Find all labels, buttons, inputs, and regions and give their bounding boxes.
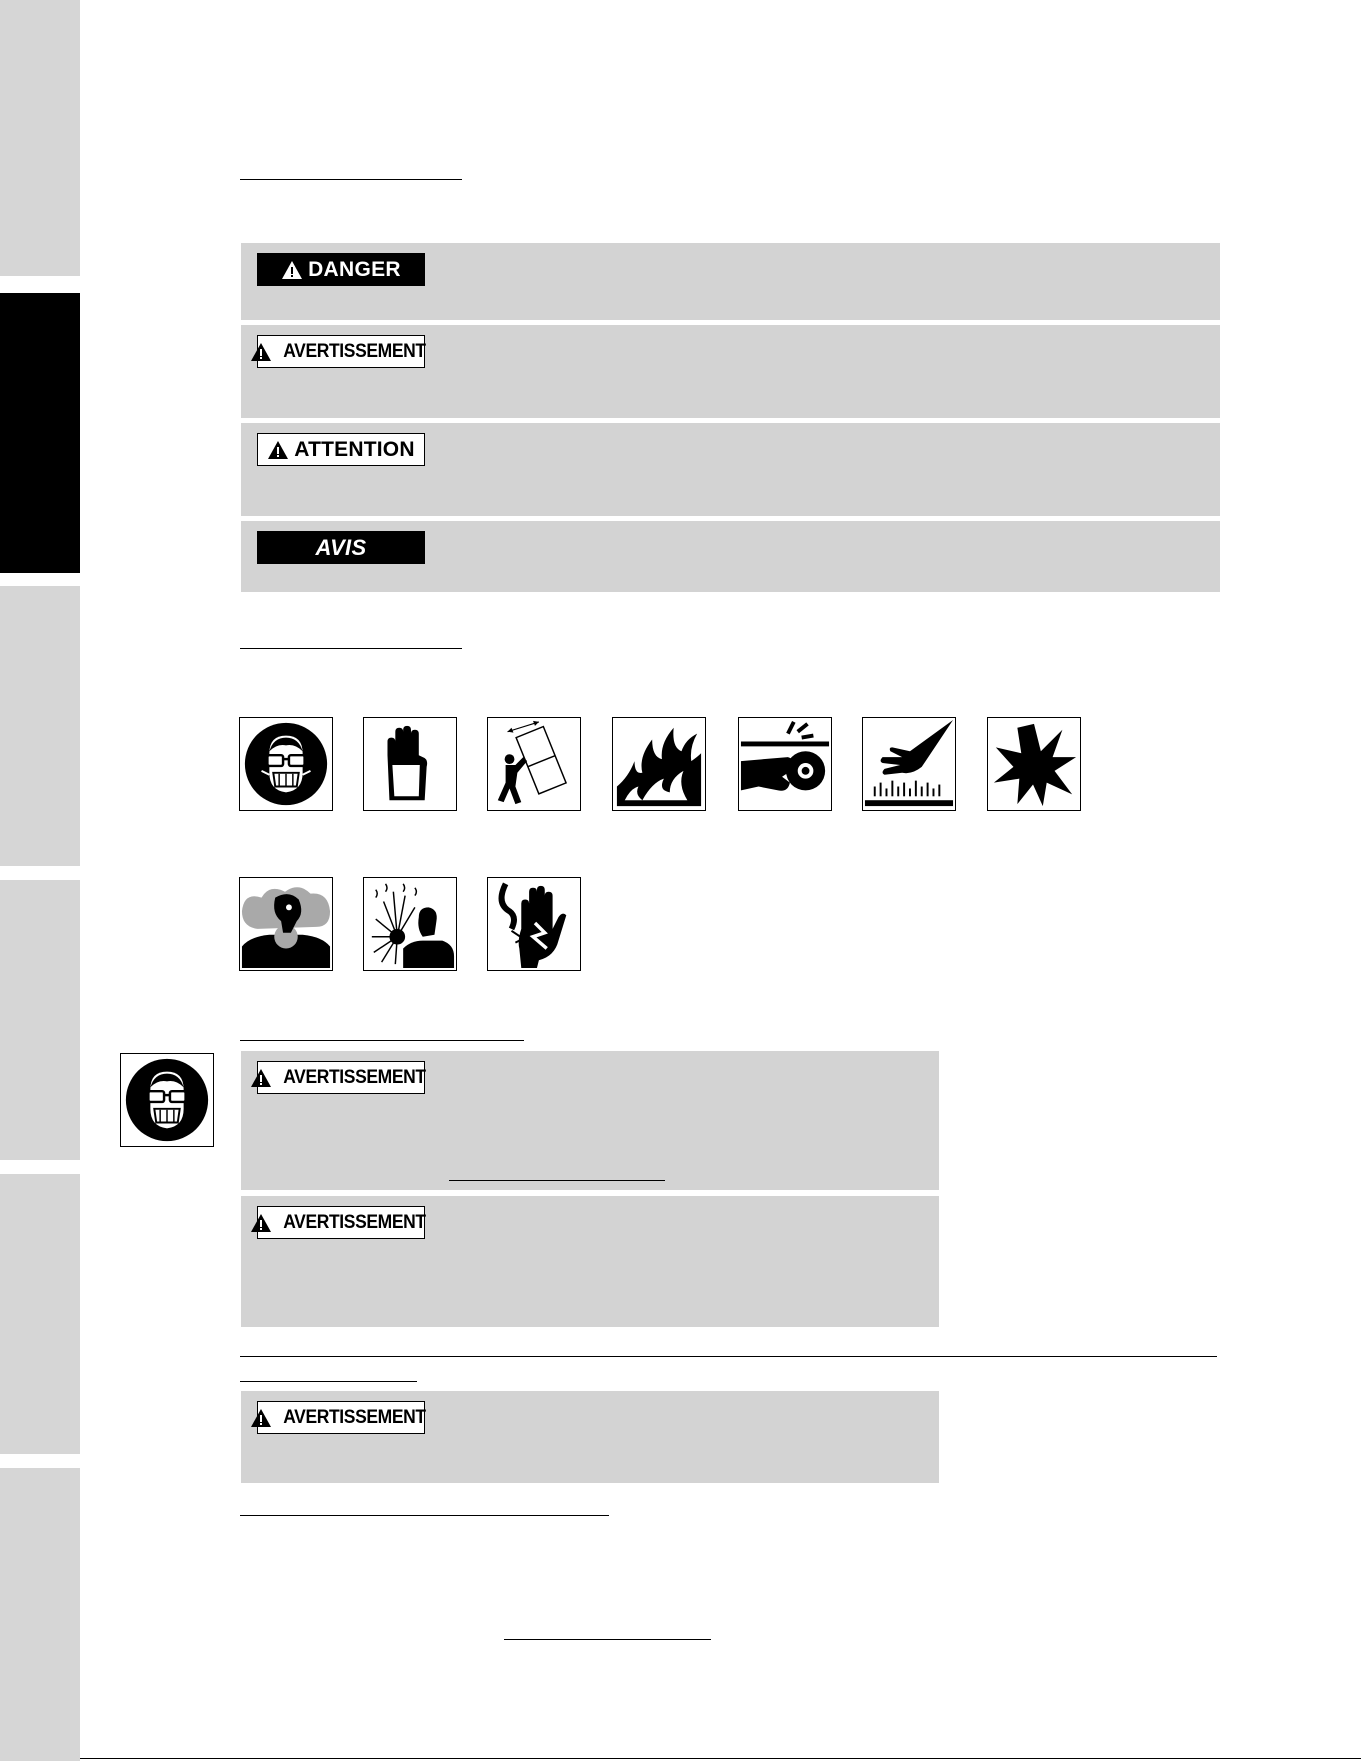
caution-label bbox=[257, 433, 425, 466]
warning-label-text: AVERTISSEMENT bbox=[283, 1066, 426, 1088]
warning-band bbox=[241, 1051, 939, 1190]
warning-label bbox=[257, 335, 425, 368]
warning-triangle-icon bbox=[250, 1213, 272, 1233]
warning-band bbox=[241, 1391, 939, 1483]
fire-hazard-icon bbox=[612, 717, 706, 811]
warning-label-text: AVERTISSEMENT bbox=[283, 1406, 426, 1428]
warning-triangle-icon bbox=[267, 440, 289, 460]
side-tab-4[interactable] bbox=[0, 880, 80, 1160]
warning-triangle-icon bbox=[250, 1408, 272, 1428]
link-underline[interactable] bbox=[449, 1180, 665, 1181]
section-heading-rule bbox=[240, 1040, 524, 1041]
explosion-hazard-icon bbox=[987, 717, 1081, 811]
notice-label bbox=[257, 531, 425, 564]
danger-label bbox=[257, 253, 425, 286]
protective-gloves-icon bbox=[363, 717, 457, 811]
eye-and-respiratory-protection-icon bbox=[120, 1053, 214, 1147]
lifting-hazard-icon bbox=[487, 717, 581, 811]
caution-band bbox=[241, 423, 1220, 516]
side-tab-2-active[interactable] bbox=[0, 293, 80, 573]
notice-label-text: AVIS bbox=[315, 534, 367, 560]
toxic-fumes-icon bbox=[239, 877, 333, 971]
danger-label-text: DANGER bbox=[308, 257, 401, 281]
section-heading-rule bbox=[240, 1356, 1217, 1357]
side-tab-3[interactable] bbox=[0, 586, 80, 866]
warning-label-text: AVERTISSEMENT bbox=[283, 340, 426, 362]
warning-triangle-icon bbox=[250, 1068, 272, 1088]
side-tab-1[interactable] bbox=[0, 0, 80, 276]
warning-label bbox=[257, 1401, 425, 1434]
warning-label bbox=[257, 1206, 425, 1239]
eye-and-respiratory-protection-icon bbox=[239, 717, 333, 811]
danger-band bbox=[241, 243, 1220, 320]
warning-triangle-icon bbox=[250, 342, 272, 362]
section-heading-rule bbox=[240, 1515, 609, 1516]
warning-band bbox=[241, 325, 1220, 418]
caution-label-text: ATTENTION bbox=[294, 437, 415, 461]
flying-debris-icon bbox=[363, 877, 457, 971]
link-underline[interactable] bbox=[504, 1639, 711, 1640]
hot-surface-icon bbox=[862, 717, 956, 811]
side-tab-6[interactable] bbox=[0, 1468, 80, 1761]
section-heading-rule bbox=[240, 1381, 417, 1382]
notice-band bbox=[241, 521, 1220, 592]
electric-shock-icon bbox=[487, 877, 581, 971]
warning-label bbox=[257, 1061, 425, 1094]
section-heading-rule bbox=[240, 179, 462, 180]
side-tab-5[interactable] bbox=[0, 1174, 80, 1454]
warning-triangle-icon bbox=[281, 260, 303, 280]
warning-band bbox=[241, 1196, 939, 1327]
footer-rule bbox=[80, 1758, 1361, 1759]
warning-label-text: AVERTISSEMENT bbox=[283, 1211, 426, 1233]
section-heading-rule bbox=[240, 648, 462, 649]
entanglement-hazard-icon bbox=[738, 717, 832, 811]
